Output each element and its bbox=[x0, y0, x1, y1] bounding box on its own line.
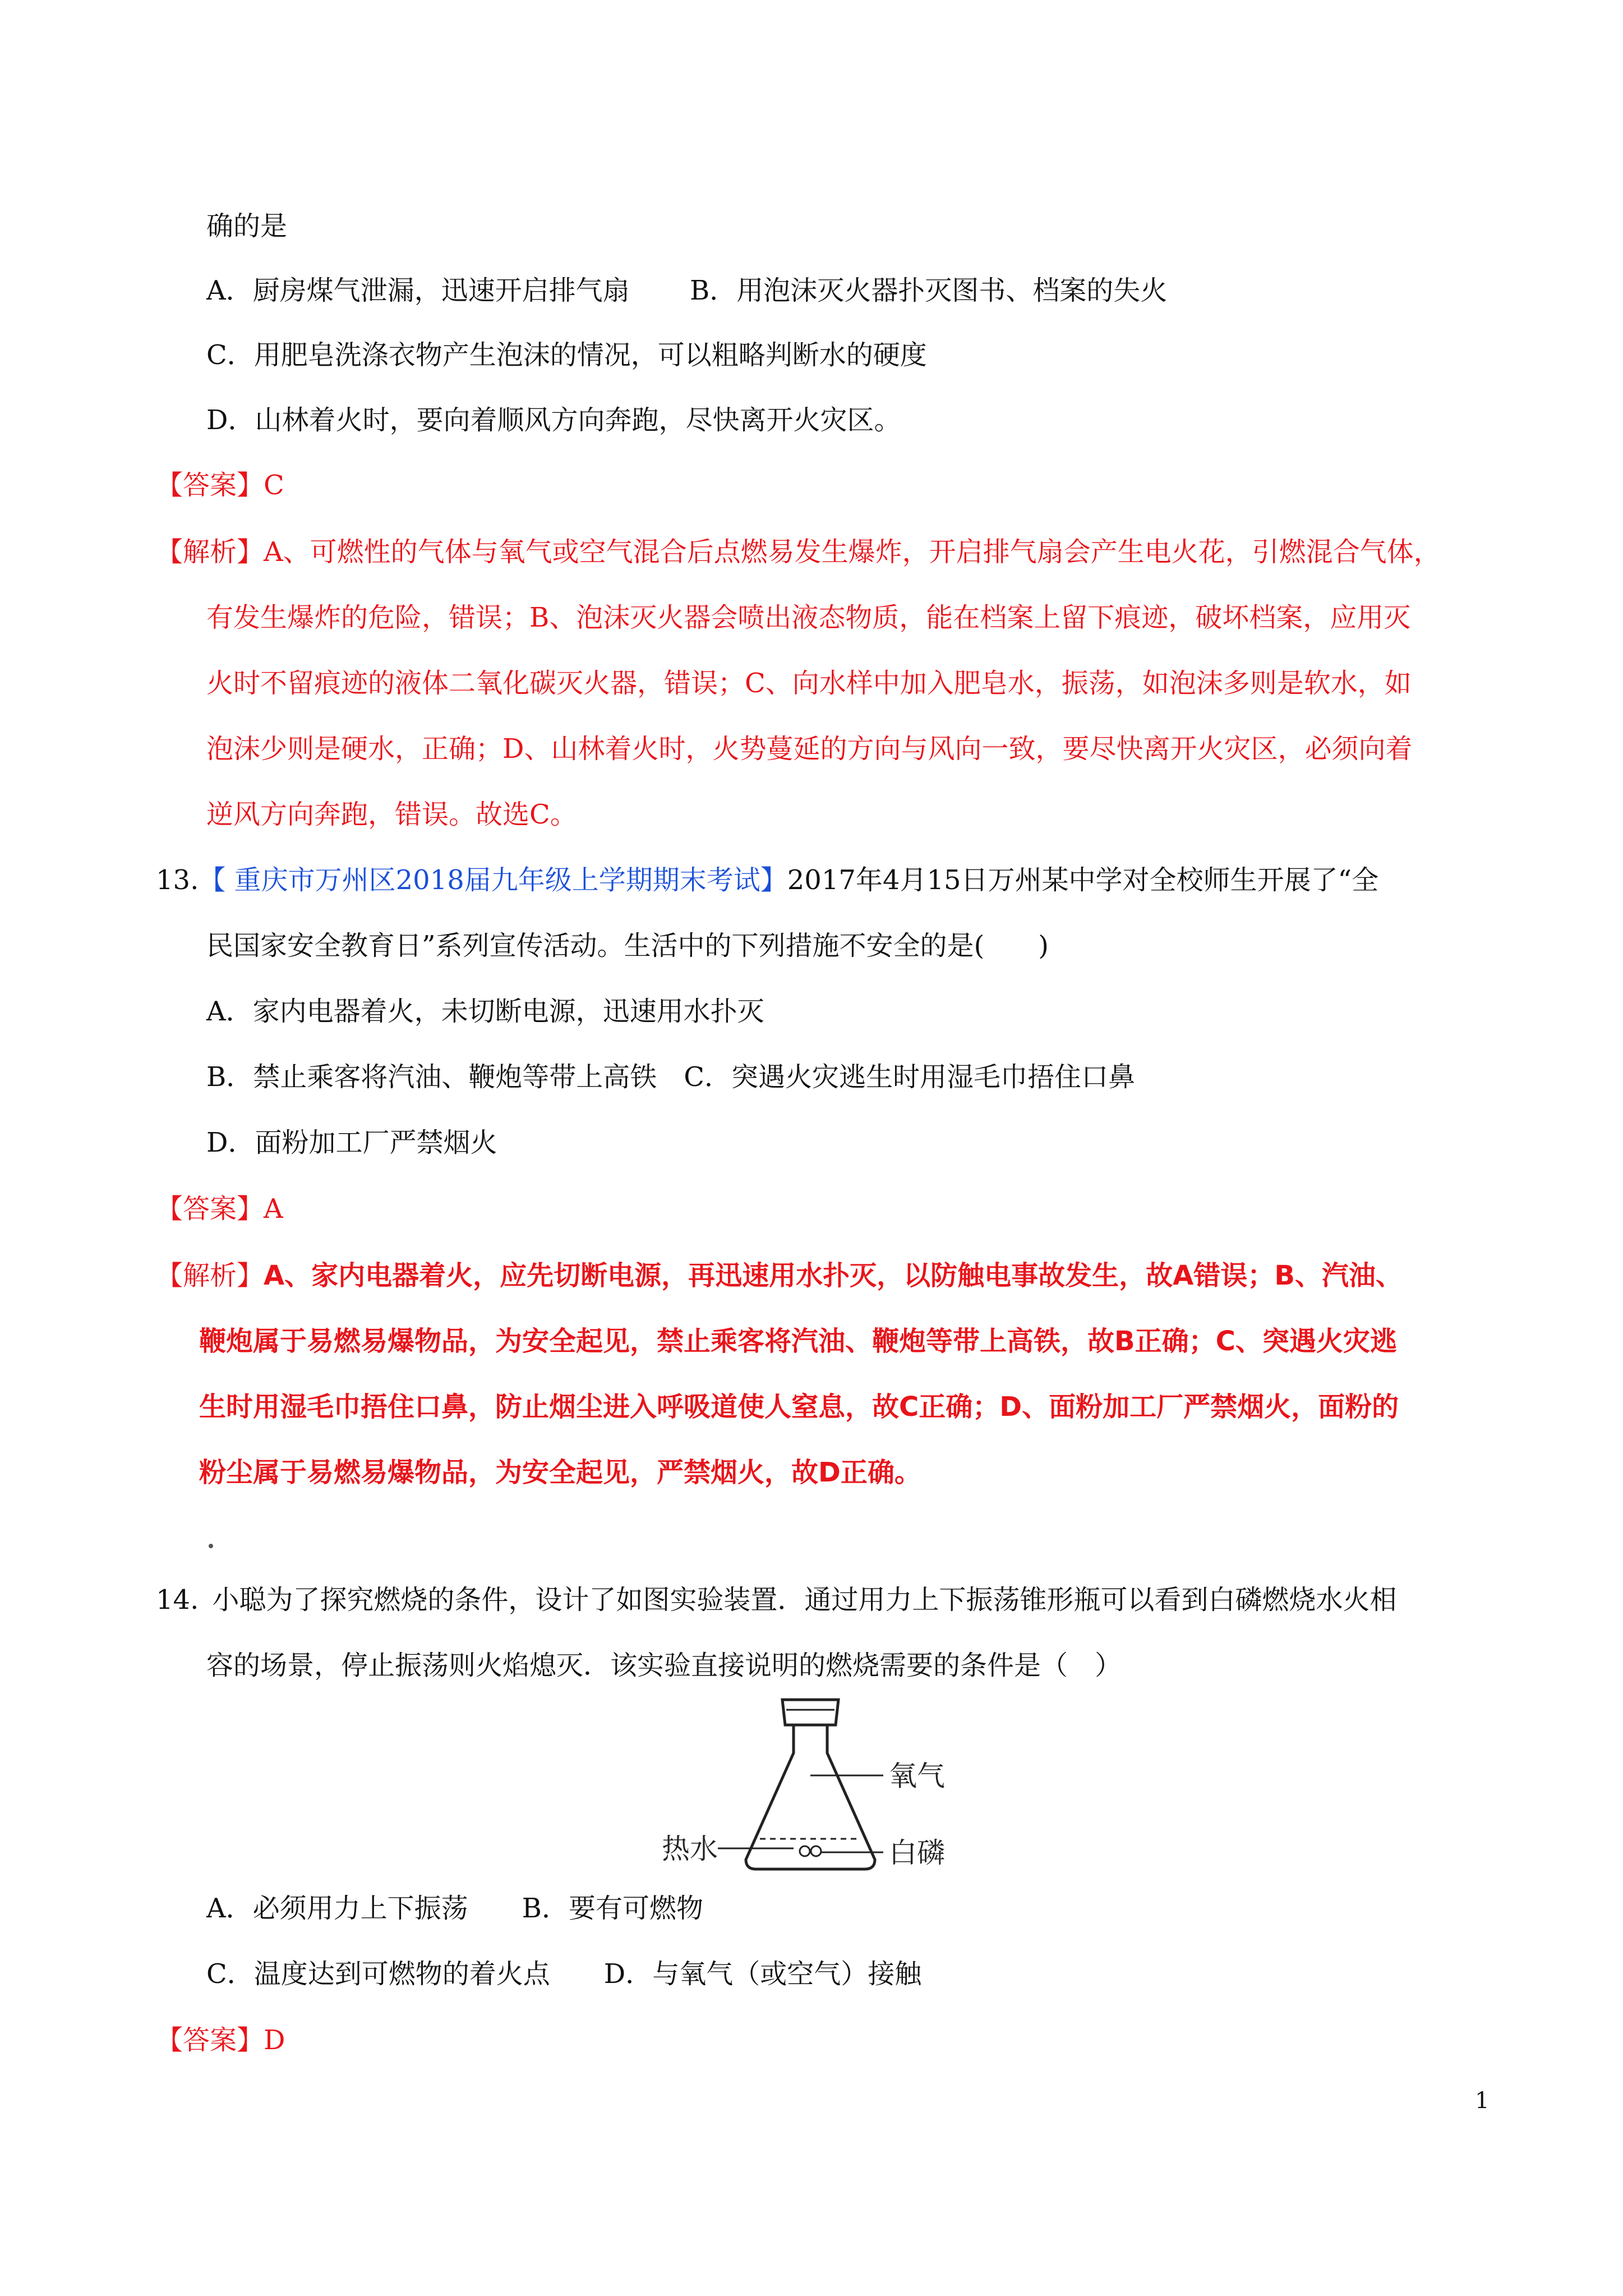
q12-answer bbox=[156, 467, 284, 503]
hot-water-label: 热水 bbox=[662, 1833, 718, 1865]
answer-label: 【答案】 bbox=[156, 470, 264, 501]
answer-value: D bbox=[264, 2024, 285, 2056]
q13-option-d: D．面粉加工厂严禁烟火 bbox=[206, 1127, 497, 1158]
q12-option-a: A．厨房煤气泄漏，迅速开启排气扇 bbox=[206, 275, 630, 306]
q13-stem-line-1 bbox=[156, 862, 1378, 898]
q13-analysis-line-1 bbox=[156, 1258, 1403, 1294]
stray-dot bbox=[209, 1544, 213, 1548]
analysis-text: A、可燃性的气体与氧气或空气混合后点燃易发生爆炸，开启排气扇会产生电火花，引燃混合气体， bbox=[264, 536, 1441, 568]
answer-value: A bbox=[264, 1193, 283, 1225]
q13-stem-line-2: 民国家安全教育日”系列宣传活动。生活中的下列措施不安全的是( ) bbox=[206, 930, 1049, 961]
q12-stem-tail: 确的是 bbox=[206, 210, 288, 242]
q13-analysis-line-3: 生时用湿毛巾捂住口鼻，防止烟尘进入呼吸道使人窒息，故C正确；D、面粉加工厂严禁烟火，面粉的 bbox=[199, 1391, 1399, 1423]
answer-label: 【答案】 bbox=[156, 1193, 264, 1225]
q13-analysis-line-2: 鞭炮属于易燃易爆物品，为安全起见，禁止乘客将汽油、鞭炮等带上高铁，故B正确；C、突遇火灾逃 bbox=[199, 1326, 1397, 1357]
q12-analysis-line-4: 泡沫少则是硬水，正确；D、山林着火时，火势蔓延的方向与风向一致，要尽快离开火灾区，必须向着 bbox=[206, 733, 1413, 765]
q14-stem-line-1 bbox=[156, 1582, 1396, 1618]
q12-analysis-line-1 bbox=[156, 534, 1441, 570]
conical-flask-shape bbox=[746, 1725, 875, 1869]
white-phosphorus-label: 白磷 bbox=[889, 1837, 945, 1869]
question-source: 【 重庆市万州区2018届九年级上学期期末考试】 bbox=[199, 864, 787, 896]
question-number: 13. bbox=[156, 864, 199, 896]
stem-text: 小聪为了探究燃烧的条件，设计了如图实验装置．通过用力上下振荡锥形瓶可以看到白磷燃烧水火相 bbox=[212, 1584, 1397, 1616]
q12-option-b: B．用泡沫灭火器扑灭图书、档案的失火 bbox=[690, 275, 1168, 306]
analysis-text: A、家内电器着火，应先切断电源，再迅速用水扑灭，以防触电事故发生，故A错误；B、汽油、 bbox=[264, 1260, 1403, 1291]
q12-analysis-line-3: 火时不留痕迹的液体二氧化碳灭火器，错误；C、向水样中加入肥皂水，振荡，如泡沫多则是软水，如 bbox=[206, 668, 1412, 699]
q13-answer bbox=[156, 1191, 283, 1227]
q12-analysis-line-2: 有发生爆炸的危险，错误；B、泡沫灭火器会喷出液态物质，能在档案上留下痕迹，破坏档案，应用灭 bbox=[206, 602, 1411, 633]
q14-stem-line-2: 容的场景，停止振荡则火焰熄灭．该实验直接说明的燃烧需要的条件是（ ） bbox=[206, 1650, 1122, 1681]
q14-option-ab: A．必须用力上下振荡 B．要有可燃物 bbox=[206, 1893, 703, 1924]
q14-option-cd: C．温度达到可燃物的着火点 D．与氧气（或空气）接触 bbox=[206, 1958, 922, 1990]
white-phosphorus-shape bbox=[800, 1846, 810, 1856]
analysis-label: 【解析】 bbox=[156, 1260, 264, 1291]
question-number: 14. bbox=[156, 1584, 199, 1616]
q12-analysis-line-5: 逆风方向奔跑，错误。故选C。 bbox=[206, 799, 577, 830]
stem-text: 2017年4月15日万州某中学对全校师生开展了“全 bbox=[787, 864, 1379, 896]
page-number: 1 bbox=[1475, 2088, 1490, 2114]
q12-option-c: C．用肥皂洗涤衣物产生泡沫的情况，可以粗略判断水的硬度 bbox=[206, 339, 927, 371]
stopper-shape bbox=[782, 1700, 838, 1725]
white-phosphorus-shape bbox=[811, 1846, 821, 1856]
oxygen-label: 氧气 bbox=[889, 1760, 945, 1792]
q13-option-bc: B．禁止乘客将汽油、鞭炮等带上高铁 C．突遇火灾逃生时用湿毛巾捂住口鼻 bbox=[206, 1061, 1136, 1093]
answer-label: 【答案】 bbox=[156, 2024, 264, 2056]
analysis-label: 【解析】 bbox=[156, 536, 264, 568]
answer-value: C bbox=[264, 470, 284, 501]
q13-option-a: A．家内电器着火，未切断电源，迅速用水扑灭 bbox=[206, 996, 764, 1027]
q14-answer bbox=[156, 2022, 285, 2058]
flask-apparatus-figure bbox=[662, 1694, 987, 1885]
q13-analysis-line-4: 粉尘属于易燃易爆物品，为安全起见，严禁烟火，故D正确。 bbox=[199, 1457, 921, 1488]
q12-option-d: D．山林着火时，要向着顺风方向奔跑，尽快离开火灾区。 bbox=[206, 404, 901, 436]
